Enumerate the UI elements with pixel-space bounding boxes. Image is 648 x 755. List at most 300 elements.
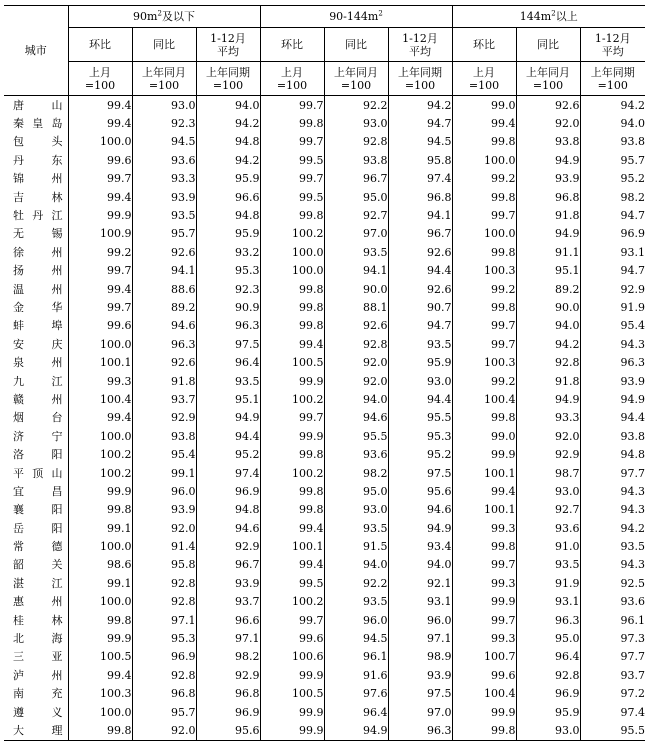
- index-value-cell: 94.4: [388, 390, 452, 408]
- index-value-cell: 99.7: [452, 335, 516, 353]
- index-value-cell: 99.7: [260, 170, 324, 188]
- yoy-base-header: 上年同月 =100: [132, 62, 196, 96]
- index-value-cell: 90.9: [196, 298, 260, 316]
- index-value-cell: 95.3: [196, 262, 260, 280]
- index-value-cell: 93.6: [132, 151, 196, 169]
- index-value-cell: 92.6: [388, 243, 452, 261]
- index-value-cell: 94.0: [388, 556, 452, 574]
- table-row: [4, 445, 645, 463]
- index-value-cell: 94.1: [324, 262, 388, 280]
- index-value-cell: 94.1: [132, 262, 196, 280]
- index-value-cell: 92.9: [196, 666, 260, 684]
- table-row: [4, 151, 645, 169]
- index-value-cell: 95.0: [516, 629, 580, 647]
- index-value-cell: 99.8: [452, 409, 516, 427]
- index-value-cell: 94.9: [516, 225, 580, 243]
- index-value-cell: 97.4: [196, 464, 260, 482]
- index-value-cell: 99.4: [260, 556, 324, 574]
- index-value-cell: 89.2: [132, 298, 196, 316]
- index-value-cell: 97.4: [388, 170, 452, 188]
- index-value-cell: 99.4: [68, 188, 132, 206]
- index-value-cell: 95.2: [196, 445, 260, 463]
- index-value-cell: 100.1: [260, 537, 324, 555]
- index-value-cell: 93.3: [132, 170, 196, 188]
- index-value-cell: 92.8: [324, 133, 388, 151]
- index-value-cell: 99.7: [68, 262, 132, 280]
- header-row-size-groups: [4, 6, 645, 28]
- index-value-cell: 95.8: [132, 556, 196, 574]
- index-value-cell: 93.8: [516, 133, 580, 151]
- index-value-cell: 93.0: [388, 372, 452, 390]
- index-value-cell: 99.8: [260, 501, 324, 519]
- index-value-cell: 92.9: [132, 409, 196, 427]
- index-value-cell: 93.8: [132, 427, 196, 445]
- table-row: [4, 409, 645, 427]
- index-value-cell: 93.8: [580, 427, 645, 445]
- index-value-cell: 93.0: [516, 721, 580, 740]
- index-value-cell: 93.1: [388, 593, 452, 611]
- index-value-cell: 100.2: [260, 593, 324, 611]
- index-value-cell: 94.3: [580, 501, 645, 519]
- table-row: [4, 114, 645, 132]
- index-value-cell: 99.7: [260, 409, 324, 427]
- index-value-cell: 100.2: [68, 464, 132, 482]
- index-value-cell: 99.5: [260, 151, 324, 169]
- index-value-cell: 99.5: [260, 188, 324, 206]
- index-value-cell: 100.4: [452, 685, 516, 703]
- table-row: [4, 482, 645, 500]
- index-value-cell: 94.9: [516, 390, 580, 408]
- index-value-cell: 95.5: [324, 427, 388, 445]
- index-value-cell: 91.8: [132, 372, 196, 390]
- index-value-cell: 99.8: [452, 188, 516, 206]
- index-value-cell: 94.7: [388, 114, 452, 132]
- index-value-cell: 93.5: [580, 537, 645, 555]
- city-name-cell: 徐州: [13, 245, 63, 259]
- city-name-cell: 平顶山: [13, 466, 63, 480]
- index-value-cell: 99.3: [452, 574, 516, 592]
- index-value-cell: 99.8: [260, 317, 324, 335]
- index-value-cell: 99.2: [68, 243, 132, 261]
- index-value-cell: 97.2: [580, 685, 645, 703]
- index-value-cell: 95.9: [196, 225, 260, 243]
- index-value-cell: 97.7: [580, 464, 645, 482]
- index-value-cell: 100.3: [452, 262, 516, 280]
- index-value-cell: 92.8: [132, 666, 196, 684]
- index-value-cell: 94.9: [324, 721, 388, 740]
- city-name-cell: 三亚: [13, 650, 63, 664]
- city-name-cell: 北海: [13, 632, 63, 646]
- index-value-cell: 96.3: [516, 611, 580, 629]
- city-name-cell: 南充: [13, 687, 63, 701]
- index-value-cell: 99.7: [68, 298, 132, 316]
- index-value-cell: 92.0: [324, 353, 388, 371]
- index-value-cell: 91.8: [516, 206, 580, 224]
- index-value-cell: 89.2: [516, 280, 580, 298]
- index-value-cell: 96.6: [196, 611, 260, 629]
- table-row: [4, 188, 645, 206]
- index-value-cell: 96.7: [324, 170, 388, 188]
- index-value-cell: 98.2: [196, 648, 260, 666]
- index-value-cell: 99.0: [452, 96, 516, 115]
- city-name-cell: 桂林: [13, 613, 63, 627]
- index-value-cell: 96.8: [132, 685, 196, 703]
- index-value-cell: 96.1: [324, 648, 388, 666]
- index-value-cell: 93.9: [132, 501, 196, 519]
- city-name-cell: 温州: [13, 282, 63, 296]
- index-value-cell: 99.4: [260, 519, 324, 537]
- index-value-cell: 94.9: [516, 151, 580, 169]
- table-row: [4, 427, 645, 445]
- index-value-cell: 92.3: [196, 280, 260, 298]
- index-value-cell: 88.6: [132, 280, 196, 298]
- city-name-cell: 常德: [13, 540, 63, 554]
- index-value-cell: 100.5: [68, 648, 132, 666]
- city-name-cell: 包头: [13, 135, 63, 149]
- index-value-cell: 99.0: [452, 427, 516, 445]
- index-value-cell: 99.9: [68, 482, 132, 500]
- index-value-cell: 93.1: [580, 243, 645, 261]
- index-value-cell: 97.0: [324, 225, 388, 243]
- mom-base-header: 上月 =100: [68, 62, 132, 96]
- index-value-cell: 99.7: [452, 317, 516, 335]
- index-value-cell: 96.4: [516, 648, 580, 666]
- table-row: [4, 96, 645, 115]
- index-value-cell: 99.7: [452, 611, 516, 629]
- index-value-cell: 94.2: [196, 151, 260, 169]
- index-value-cell: 97.7: [580, 648, 645, 666]
- index-value-cell: 93.0: [132, 96, 196, 115]
- city-column-header: 城市: [4, 6, 68, 96]
- table-row: [4, 464, 645, 482]
- index-value-cell: 94.2: [196, 114, 260, 132]
- index-value-cell: 92.6: [388, 280, 452, 298]
- city-name-cell: 吉林: [13, 190, 63, 204]
- index-value-cell: 93.8: [324, 151, 388, 169]
- yoy-header: 同比: [132, 28, 196, 62]
- index-value-cell: 95.5: [388, 409, 452, 427]
- index-value-cell: 93.0: [516, 482, 580, 500]
- index-value-cell: 96.6: [196, 188, 260, 206]
- index-value-cell: 95.3: [132, 629, 196, 647]
- table-row: [4, 390, 645, 408]
- index-value-cell: 98.9: [388, 648, 452, 666]
- index-value-cell: 92.0: [516, 114, 580, 132]
- index-value-cell: 99.8: [260, 298, 324, 316]
- index-value-cell: 95.7: [132, 703, 196, 721]
- index-value-cell: 90.0: [516, 298, 580, 316]
- index-value-cell: 100.6: [260, 648, 324, 666]
- index-value-cell: 97.0: [388, 703, 452, 721]
- table-row: [4, 170, 645, 188]
- index-value-cell: 99.8: [260, 206, 324, 224]
- index-value-cell: 93.6: [516, 519, 580, 537]
- index-value-cell: 98.7: [516, 464, 580, 482]
- index-value-cell: 99.9: [260, 427, 324, 445]
- index-value-cell: 99.4: [452, 482, 516, 500]
- index-value-cell: 99.6: [68, 317, 132, 335]
- index-value-cell: 99.5: [260, 574, 324, 592]
- index-value-cell: 99.9: [452, 445, 516, 463]
- table-row: [4, 206, 645, 224]
- index-value-cell: 96.9: [196, 482, 260, 500]
- index-value-cell: 96.3: [580, 353, 645, 371]
- city-name-cell: 安庆: [13, 337, 63, 351]
- index-value-cell: 95.0: [324, 482, 388, 500]
- index-value-cell: 95.9: [388, 353, 452, 371]
- city-name-cell: 九江: [13, 374, 63, 388]
- index-value-cell: 94.6: [388, 501, 452, 519]
- index-value-cell: 100.3: [452, 353, 516, 371]
- index-value-cell: 91.9: [516, 574, 580, 592]
- city-name-cell: 洛阳: [13, 448, 63, 462]
- index-value-cell: 96.8: [516, 188, 580, 206]
- index-value-cell: 94.9: [580, 390, 645, 408]
- mom-base-header: 上月 =100: [452, 62, 516, 96]
- index-value-cell: 99.8: [68, 611, 132, 629]
- index-value-cell: 95.4: [580, 317, 645, 335]
- index-value-cell: 99.2: [452, 170, 516, 188]
- index-value-cell: 95.2: [580, 170, 645, 188]
- index-value-cell: 95.6: [196, 721, 260, 740]
- index-value-cell: 91.1: [516, 243, 580, 261]
- index-value-cell: 92.9: [196, 537, 260, 555]
- mom-base-header: 上月 =100: [260, 62, 324, 96]
- index-value-cell: 100.0: [68, 593, 132, 611]
- table-row: [4, 501, 645, 519]
- index-value-cell: 93.5: [516, 556, 580, 574]
- index-value-cell: 99.8: [452, 243, 516, 261]
- index-value-cell: 94.0: [324, 556, 388, 574]
- index-value-cell: 91.9: [580, 298, 645, 316]
- avg-base-header: 上年同期 =100: [580, 62, 645, 96]
- index-value-cell: 97.6: [324, 685, 388, 703]
- index-value-cell: 100.0: [68, 703, 132, 721]
- index-value-cell: 93.9: [516, 170, 580, 188]
- index-value-cell: 93.2: [196, 243, 260, 261]
- index-value-cell: 96.8: [196, 685, 260, 703]
- city-name-cell: 赣州: [13, 392, 63, 406]
- index-value-cell: 99.8: [452, 133, 516, 151]
- table-row: [4, 335, 645, 353]
- index-value-cell: 95.1: [196, 390, 260, 408]
- index-value-cell: 94.9: [196, 409, 260, 427]
- index-value-cell: 94.8: [580, 445, 645, 463]
- city-name-cell: 唐山: [13, 98, 63, 112]
- city-name-cell: 岳阳: [13, 521, 63, 535]
- index-value-cell: 93.5: [324, 593, 388, 611]
- yoy-base-header: 上年同月 =100: [324, 62, 388, 96]
- index-value-cell: 92.1: [388, 574, 452, 592]
- avg-base-header: 上年同期 =100: [196, 62, 260, 96]
- index-value-cell: 94.0: [580, 114, 645, 132]
- index-value-cell: 91.8: [516, 372, 580, 390]
- index-value-cell: 92.0: [132, 721, 196, 740]
- index-value-cell: 96.3: [132, 335, 196, 353]
- index-value-cell: 99.7: [452, 206, 516, 224]
- index-value-cell: 99.9: [452, 703, 516, 721]
- index-value-cell: 99.4: [68, 280, 132, 298]
- table-row: [4, 262, 645, 280]
- index-value-cell: 99.7: [452, 556, 516, 574]
- index-value-cell: 94.0: [324, 390, 388, 408]
- city-name-cell: 泉州: [13, 356, 63, 370]
- index-value-cell: 92.5: [580, 574, 645, 592]
- index-value-cell: 99.6: [260, 629, 324, 647]
- index-value-cell: 92.3: [132, 114, 196, 132]
- group-header-under-90: $90m^2$及以下: [68, 6, 260, 28]
- city-name-cell: 泸州: [13, 668, 63, 682]
- index-value-cell: 93.5: [324, 243, 388, 261]
- table-row: [4, 372, 645, 390]
- avg-header: 1-12月 平均: [580, 28, 645, 62]
- table-row: [4, 593, 645, 611]
- index-value-cell: 100.0: [452, 225, 516, 243]
- index-value-cell: 94.4: [196, 427, 260, 445]
- index-value-cell: 93.9: [580, 372, 645, 390]
- index-value-cell: 99.8: [68, 501, 132, 519]
- index-value-cell: 94.3: [580, 556, 645, 574]
- city-name-cell: 金华: [13, 300, 63, 314]
- index-value-cell: 93.4: [388, 537, 452, 555]
- index-value-cell: 94.3: [580, 482, 645, 500]
- index-value-cell: 96.9: [516, 685, 580, 703]
- index-value-cell: 92.2: [324, 96, 388, 115]
- index-value-cell: 94.2: [580, 519, 645, 537]
- index-value-cell: 100.7: [452, 648, 516, 666]
- index-value-cell: 92.6: [516, 96, 580, 115]
- index-value-cell: 99.8: [260, 445, 324, 463]
- index-value-cell: 99.8: [452, 537, 516, 555]
- index-value-cell: 96.9: [580, 225, 645, 243]
- index-value-cell: 96.0: [132, 482, 196, 500]
- index-value-cell: 99.3: [452, 519, 516, 537]
- index-value-cell: 100.2: [260, 464, 324, 482]
- index-value-cell: 100.2: [260, 390, 324, 408]
- index-value-cell: 94.7: [580, 262, 645, 280]
- index-value-cell: 94.5: [388, 133, 452, 151]
- index-value-cell: 93.0: [324, 114, 388, 132]
- index-value-cell: 93.3: [516, 409, 580, 427]
- index-value-cell: 100.5: [260, 685, 324, 703]
- index-value-cell: 96.0: [324, 611, 388, 629]
- index-value-cell: 92.7: [324, 206, 388, 224]
- table-row: [4, 703, 645, 721]
- index-value-cell: 99.4: [68, 409, 132, 427]
- city-name-cell: 遵义: [13, 705, 63, 719]
- table-row: [4, 298, 645, 316]
- index-value-cell: 97.3: [580, 629, 645, 647]
- index-value-cell: 100.0: [68, 537, 132, 555]
- table-row: [4, 556, 645, 574]
- index-value-cell: 99.8: [452, 298, 516, 316]
- index-value-cell: 97.4: [580, 703, 645, 721]
- index-value-cell: 99.9: [68, 206, 132, 224]
- avg-base-header: 上年同期 =100: [388, 62, 452, 96]
- index-value-cell: 100.2: [68, 445, 132, 463]
- index-value-cell: 99.8: [452, 721, 516, 740]
- index-value-cell: 99.2: [452, 372, 516, 390]
- table-row: [4, 574, 645, 592]
- table-row: [4, 666, 645, 684]
- index-value-cell: 100.0: [68, 133, 132, 151]
- index-value-cell: 99.9: [68, 629, 132, 647]
- index-value-cell: 100.2: [260, 225, 324, 243]
- index-value-cell: 99.8: [68, 721, 132, 740]
- index-value-cell: 94.6: [324, 409, 388, 427]
- index-value-cell: 99.9: [260, 721, 324, 740]
- yoy-base-header: 上年同月 =100: [516, 62, 580, 96]
- index-value-cell: 94.7: [388, 317, 452, 335]
- index-value-cell: 94.8: [196, 501, 260, 519]
- index-value-cell: 93.5: [132, 206, 196, 224]
- index-value-cell: 93.5: [196, 372, 260, 390]
- table-row: [4, 629, 645, 647]
- index-value-cell: 94.7: [580, 206, 645, 224]
- index-value-cell: 97.1: [388, 629, 452, 647]
- group-header-90-144: $90-144m^2$: [260, 6, 452, 28]
- index-value-cell: 93.9: [132, 188, 196, 206]
- table-row: [4, 225, 645, 243]
- table-row: [4, 353, 645, 371]
- city-name-cell: 惠州: [13, 595, 63, 609]
- index-value-cell: 93.0: [324, 501, 388, 519]
- index-value-cell: 100.1: [452, 501, 516, 519]
- avg-header: 1-12月 平均: [196, 28, 260, 62]
- index-value-cell: 100.0: [260, 243, 324, 261]
- index-value-cell: 100.4: [68, 390, 132, 408]
- index-value-cell: 96.4: [324, 703, 388, 721]
- index-value-cell: 93.7: [132, 390, 196, 408]
- index-value-cell: 99.7: [68, 170, 132, 188]
- index-value-cell: 96.1: [580, 611, 645, 629]
- index-value-cell: 99.1: [68, 519, 132, 537]
- index-value-cell: 92.0: [324, 372, 388, 390]
- index-value-cell: 96.9: [132, 648, 196, 666]
- index-value-cell: 93.1: [516, 593, 580, 611]
- index-value-cell: 99.7: [260, 133, 324, 151]
- index-value-cell: 100.3: [68, 685, 132, 703]
- index-value-cell: 93.5: [324, 519, 388, 537]
- header-row-base-periods: [4, 62, 645, 96]
- city-name-cell: 大理: [4, 721, 68, 740]
- city-name-cell: 济宁: [13, 429, 63, 443]
- index-value-cell: 99.6: [452, 666, 516, 684]
- index-value-cell: 96.4: [196, 353, 260, 371]
- index-value-cell: 96.8: [388, 188, 452, 206]
- index-value-cell: 92.0: [516, 427, 580, 445]
- city-name-cell: 烟台: [13, 411, 63, 425]
- index-value-cell: 96.0: [388, 611, 452, 629]
- table-row: [4, 721, 645, 740]
- table-row: [4, 519, 645, 537]
- city-name-cell: 襄阳: [13, 503, 63, 517]
- index-value-cell: 97.5: [196, 335, 260, 353]
- index-value-cell: 100.0: [68, 427, 132, 445]
- mom-header: 环比: [452, 28, 516, 62]
- index-value-cell: 93.9: [196, 574, 260, 592]
- index-value-cell: 93.7: [196, 593, 260, 611]
- index-value-cell: 96.3: [388, 721, 452, 740]
- table-row: [4, 133, 645, 151]
- index-value-cell: 88.1: [324, 298, 388, 316]
- table-row: [4, 648, 645, 666]
- city-name-cell: 秦皇岛: [13, 117, 63, 131]
- index-value-cell: 95.7: [580, 151, 645, 169]
- table-row: [4, 685, 645, 703]
- yoy-header: 同比: [324, 28, 388, 62]
- index-value-cell: 92.9: [516, 445, 580, 463]
